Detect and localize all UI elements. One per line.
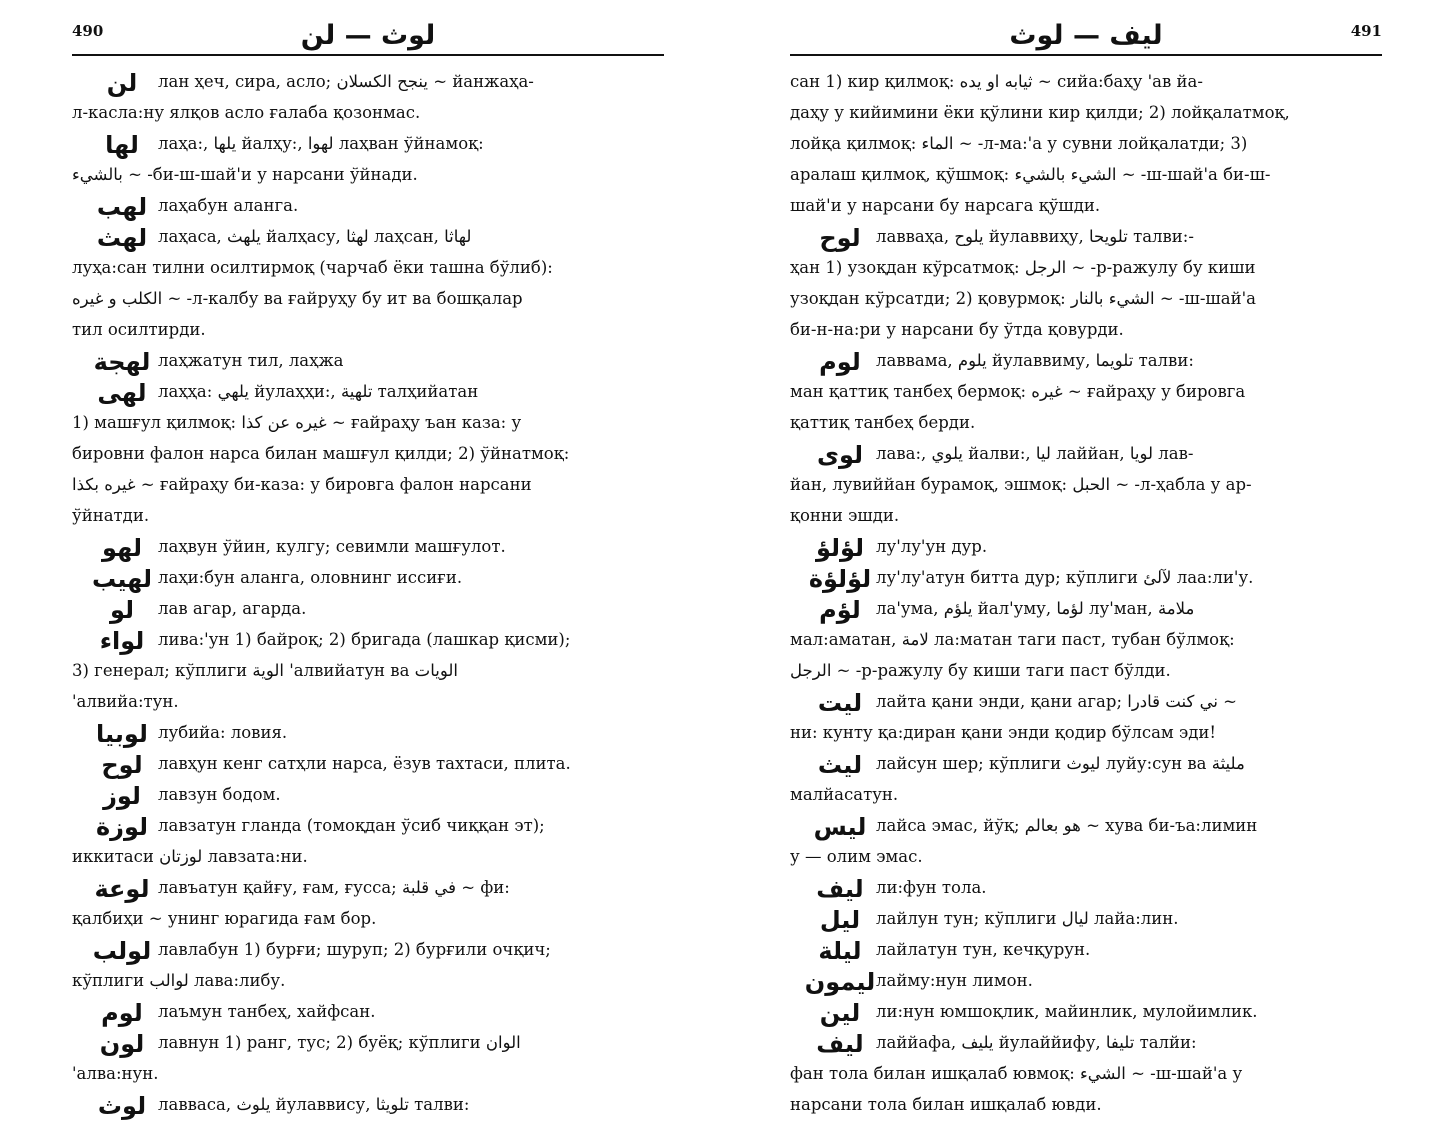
entry-line: лубийа: ловия. (158, 723, 288, 742)
entry-headword: لهب (96, 193, 148, 221)
dictionary-entry (72, 66, 664, 128)
page-header (72, 14, 664, 56)
dictionary-column (790, 66, 1382, 1120)
entry-headword: لوح (819, 224, 861, 252)
dictionary-entry (72, 1027, 664, 1089)
entry-headword: لهجة (93, 348, 151, 376)
entry-line: лу'лу'ун дур. (876, 537, 988, 556)
entry-headword: لوح (101, 751, 143, 779)
dictionary-entry (72, 624, 664, 717)
entry-line: даҳу у кийимини ёки қўлини кир қилди; 2) лойқалатмоқ, (790, 103, 1290, 122)
entry-headword: لهى (97, 379, 147, 407)
dictionary-entry (72, 934, 664, 996)
entry-line: بالشيء ~ -би-ш-шай'и у нарсани ўйнади. (72, 165, 418, 184)
entry-line: лавваса, يلوث йулаввису, تلويثا талви: (158, 1095, 470, 1114)
dictionary-entry (72, 810, 664, 872)
entry-line: 'алва:нун. (72, 1064, 159, 1083)
dictionary-entry (790, 934, 1382, 965)
entry-line: лаҳабун аланга. (158, 196, 299, 215)
dictionary-entry (790, 438, 1382, 531)
entry-line: 3) генерал; кўплиги الوية 'алвийатун ва الويات (72, 661, 458, 680)
entry-headword: لواء (99, 627, 145, 655)
entry-line: лаҳа:, يلها йалҳу:, لهوا лаҳван ўйнамоқ: (158, 134, 484, 153)
entry-line: лайсун шер; кўплиги ليوث луйу:сун ва مليثة (876, 754, 1245, 773)
entry-line: л-касла:ну ялқов асло ғалаба қозонмас. (72, 103, 421, 122)
page-number: 491 (1350, 22, 1382, 40)
entry-headword: لهو (102, 534, 142, 562)
dictionary-entry (72, 779, 664, 810)
dictionary-entry (72, 128, 664, 190)
entry-headword: لن (106, 69, 138, 97)
entry-line: лавъатун қайғу, ғам, ғусса; في قلبة ~ фи: (158, 878, 510, 897)
dictionary-entry (790, 996, 1382, 1027)
dictionary-entry (72, 562, 664, 593)
entry-line: лаййафа, يليف йулаййифу, تليفا талйи: (876, 1033, 1197, 1052)
dictionary-entry (790, 965, 1382, 996)
entry-headword: لؤم (819, 596, 861, 624)
dictionary-entry (790, 66, 1382, 221)
entry-line: лавваҳа, يلوح йулаввиҳу, تلويحا талви:- (876, 227, 1194, 246)
entry-headword: ليف (816, 875, 864, 903)
entry-headword: لوث (97, 1092, 147, 1120)
entry-line: лива:'ун 1) байроқ; 2) бригада (лашкар қисми); (158, 630, 571, 649)
entry-line: лаввама, يلوم йулаввиму, تلويما талви: (876, 351, 1194, 370)
dictionary-entry (72, 748, 664, 779)
dictionary-entry (790, 686, 1382, 748)
dictionary-entry (72, 345, 664, 376)
entry-line: лава:, يلوي йалви:, ليا лаййан, لويا лав- (876, 444, 1194, 463)
entry-line: лайта қани энди, қани агар; ني كنت قادرا ~ (876, 692, 1238, 711)
entry-line: лайлатун тун, кечқурун. (876, 940, 1091, 959)
entry-line: лаҳаса, يلهث йалҳасу, لهثا лаҳсан, لهاثا (158, 227, 472, 246)
entry-line: лайлун тун; кўплиги ليال лайа:лин. (876, 909, 1179, 928)
entry-headword: لهث (96, 224, 148, 252)
entry-line: иккитаси لوزتان лавзата:ни. (72, 847, 308, 866)
entry-headword: لهيب (91, 565, 153, 593)
dictionary-entry (72, 996, 664, 1027)
entry-line: лаҳжатун тил, лаҳжа (158, 351, 344, 370)
dictionary-entry (790, 562, 1382, 593)
entry-headword: ليس (813, 813, 867, 841)
entry-line: лав агар, агарда. (158, 599, 307, 618)
entry-line: шай'и у нарсани бу нарсага қўшди. (790, 196, 1101, 215)
dictionary-entry (72, 376, 664, 531)
entry-line: лу'лу'атун битта дур; кўплиги لآلئ лаа:ли'у. (876, 568, 1254, 587)
entry-line: лавзун бодом. (158, 785, 281, 804)
entry-line: ман қаттиқ танбеҳ бермоқ: غيره ~ ғайраҳу у бировга (790, 382, 1246, 401)
entry-line: лайса эмас, йўқ; هو بعالم ~ хува би-ъа:лимин (876, 816, 1258, 835)
entry-headword: لوم (101, 999, 143, 1027)
entry-headword: لو (109, 596, 135, 624)
entry-headword: لوزة (95, 813, 149, 841)
entry-line: қалбиҳи ~ унинг юрагида ғам бор. (72, 909, 377, 928)
entry-line: 1) машғул қилмоқ: غيره عن كذا ~ ғайраҳу ъан каза: у (72, 413, 522, 432)
entry-headword: لوز (103, 782, 141, 810)
dictionary-entry (790, 872, 1382, 903)
entry-headword: لوم (819, 348, 861, 376)
entry-line: ҳан 1) узоқдан кўрсатмоқ: الرجل ~ -р-ражулу бу киши (790, 258, 1256, 277)
entry-line: луҳа:сан тилни осилтирмоқ (чарчаб ёки ташна бўлиб): (72, 258, 553, 277)
page-number: 490 (72, 22, 104, 40)
entry-line: йан, лувиййан бурамоқ, эшмоқ: الحبل ~ -л-ҳабла у ар- (790, 475, 1252, 494)
entry-headword: لؤلؤة (808, 565, 872, 593)
entry-line: ли:фун тола. (876, 878, 987, 897)
entry-line: غيره بكذا ~ ғайраҳу би-каза: у бировга фалон нарсани (72, 475, 532, 494)
entry-headword: لوى (816, 441, 864, 469)
entry-headword: ليلة (818, 937, 862, 965)
entry-line: кўплиги لوالب лава:либу. (72, 971, 286, 990)
running-head: لوث — لن (300, 20, 436, 51)
entry-line: лаҳвун ўйин, кулгу; севимли машғулот. (158, 537, 506, 556)
entry-line: ўйнатди. (72, 506, 150, 525)
dictionary-entry (790, 1027, 1382, 1120)
entry-headword: لها (105, 131, 139, 159)
dictionary-entry (790, 345, 1382, 438)
entry-line: ни: кунту қа:диран қани энди қодир бўлсам эди! (790, 723, 1217, 742)
dictionary-entry (72, 221, 664, 345)
entry-line: ли:нун юмшоқлик, майинлик, мулойимлик. (876, 1002, 1258, 1021)
entry-line: аралаш қилмоқ, қўшмоқ: الشيء بالشيء ~ -ш-шай'а би-ш- (790, 165, 1271, 184)
entry-line: би-н-на:ри у нарсани бу ўтда қовурди. (790, 320, 1124, 339)
dictionary-column (72, 66, 664, 1120)
entry-headword: لوعة (94, 875, 150, 903)
entry-line: фан тола билан ишқалаб ювмоқ: الشيء ~ -ш-шай'а у (790, 1064, 1243, 1083)
entry-line: лаҳи:бун аланга, оловнинг иссиғи. (158, 568, 463, 587)
dictionary-entry (790, 748, 1382, 810)
entry-headword: ليمون (804, 968, 876, 996)
entry-headword: ليف (816, 1030, 864, 1058)
dictionary-entry (72, 531, 664, 562)
entry-line: узоқдан кўрсатди; 2) қовурмоқ: الشيء بالنار ~ -ш-шай'а (790, 289, 1256, 308)
dictionary-entry (790, 531, 1382, 562)
entry-line: нарсани тола билан ишқалаб ювди. (790, 1095, 1102, 1114)
dictionary-entry (72, 190, 664, 221)
entry-line: الكلب و غيره ~ -л-калбу ва ғайруҳу бу ит ва бошқалар (72, 289, 523, 308)
dictionary-entry (790, 593, 1382, 686)
left-page (0, 0, 700, 1120)
entry-headword: ليث (817, 751, 863, 779)
entry-line: у — олим эмас. (790, 847, 923, 866)
entry-headword: لوبيا (96, 720, 148, 748)
entry-line: лойқа қилмоқ: الماء ~ -л-ма:'а у сувни лойқалатди; 3) (790, 134, 1248, 153)
entry-line: лан ҳеч, сира, асло; ينجح الكسلان ~ йанжаҳа- (158, 72, 534, 91)
entry-line: الرجل ~ -р-ражулу бу киши таги паст бўлди. (790, 661, 1171, 680)
entry-line: мал:аматан, لامة ла:матан таги паст, тубан бўлмоқ: (790, 630, 1235, 649)
entry-headword: لون (99, 1030, 145, 1058)
entry-line: 'алвийа:тун. (72, 692, 179, 711)
entry-line: сан 1) кир қилмоқ: ثيابه او يده ~ сийа:баҳу 'ав йа- (790, 72, 1203, 91)
entry-headword: ليت (817, 689, 863, 717)
entry-line: лавнун 1) ранг, тус; 2) буёқ; кўплиги الوان (158, 1033, 521, 1052)
page-header (790, 14, 1382, 56)
entry-line: лавзатун гланда (томоқдан ўсиб чиққан эт); (158, 816, 545, 835)
entry-line: лавҳун кенг сатҳли нарса, ёзув тахтаси, плита. (158, 754, 571, 773)
entry-line: тил осилтирди. (72, 320, 206, 339)
entry-headword: لين (819, 999, 861, 1027)
entry-line: малйасатун. (790, 785, 899, 804)
entry-line: бировни фалон нарса билан машғул қилди; 2) ўйнатмоқ: (72, 444, 570, 463)
entry-line: лаҳҳа: يلهي йулаҳҳи:, تلهية талҳийатан (158, 382, 479, 401)
dictionary-entry (790, 903, 1382, 934)
entry-headword: ليل (819, 906, 861, 934)
dictionary-entry (72, 872, 664, 934)
entry-line: лавлабун 1) бурғи; шуруп; 2) бурғили очқич; (158, 940, 551, 959)
entry-headword: لولب (92, 937, 152, 965)
entry-line: қаттиқ танбеҳ берди. (790, 413, 976, 432)
entry-line: лаъмун танбеҳ, хайфсан. (158, 1002, 376, 1021)
right-page (760, 0, 1440, 1114)
entry-line: ла'ума, يلؤم йал'уму, لؤما лу'ман, ملامة (876, 599, 1195, 618)
entry-line: қонни эшди. (790, 506, 900, 525)
dictionary-entry (790, 221, 1382, 345)
dictionary-entry (72, 593, 664, 624)
dictionary-entry (72, 717, 664, 748)
entry-line: лайму:нун лимон. (876, 971, 1033, 990)
entry-headword: لؤلؤ (815, 534, 865, 562)
running-head: ليف — لوث (1009, 20, 1163, 51)
dictionary-entry (790, 810, 1382, 872)
dictionary-entry (72, 1089, 664, 1120)
